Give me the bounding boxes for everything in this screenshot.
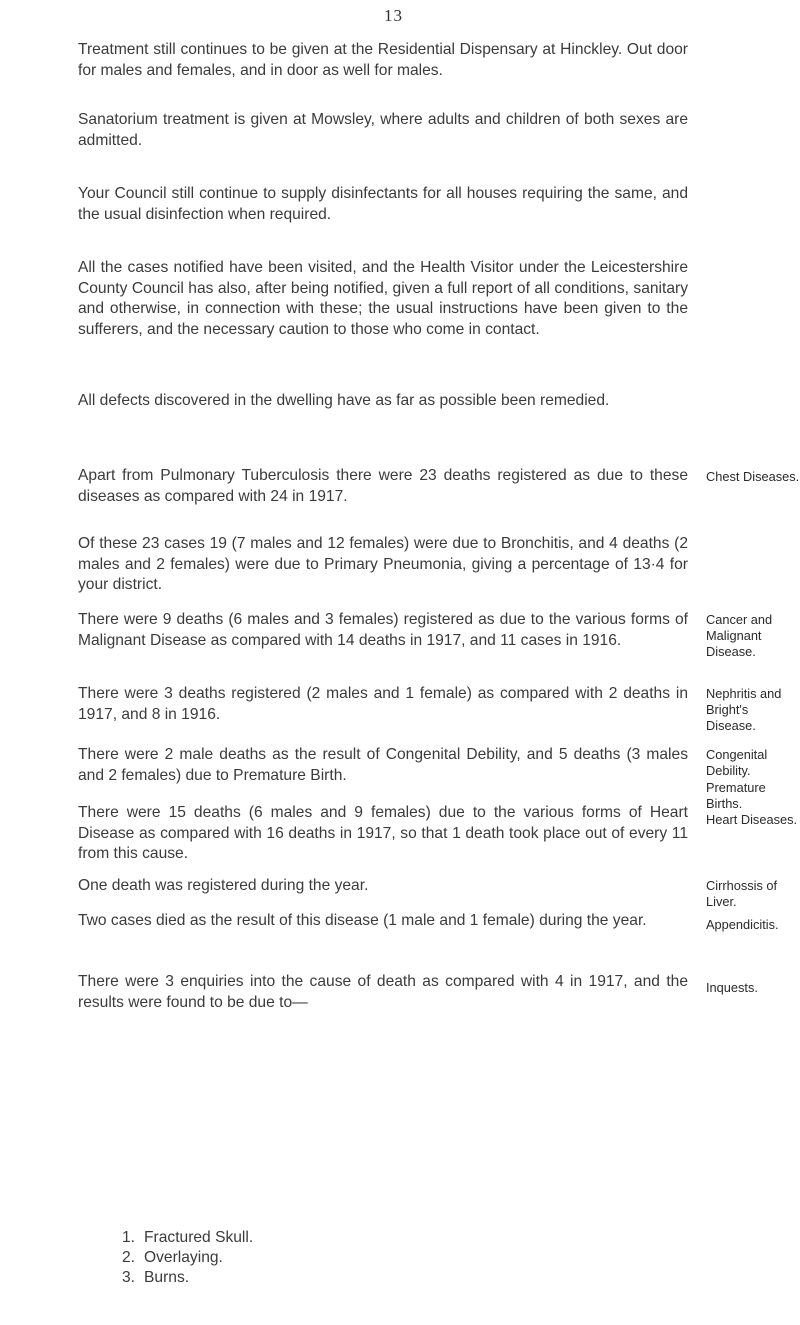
paragraph-sanatorium: Sanatorium treatment is given at Mowsley, where adults and children of both sexes are admitted.	[78, 111, 688, 149]
list-item	[122, 1248, 253, 1268]
list-item	[122, 1228, 253, 1248]
paragraph-nephritis: There were 3 deaths registered (2 males and 1 female) as compared with 2 deaths in 1917, and 8 in 1916.	[78, 685, 688, 723]
list-text: Burns.	[144, 1269, 190, 1286]
paragraph-disinfectants: Your Council still continue to supply disinfectants for all houses requiring the same, and the usual disinfection when required.	[78, 185, 688, 223]
paragraph-bronchitis: Of these 23 cases 19 (7 males and 12 females) were due to Bronchitis, and 4 deaths (2 males and 2 females) were due to Primary Pneumonia, giving a percentage of 13·4 for your district.	[78, 535, 688, 593]
list-item	[122, 1268, 253, 1288]
paragraph-malignant: There were 9 deaths (6 males and 3 females) registered as due to the various forms of Malignant Disease as compared with 14 deaths in 1917, and 11 cases in 1916.	[78, 611, 688, 649]
list-number: 1.	[122, 1229, 136, 1246]
list-text: Fractured Skull.	[144, 1229, 254, 1246]
paragraph-appendicitis: Two cases died as the result of this disease (1 male and 1 female) during the year.	[78, 912, 647, 929]
paragraph-dispensary: Treatment still continues to be given at the Residential Dispensary at Hinckley. Out door for males and females, and in door as well for males.	[78, 41, 688, 79]
margin-note-cancer: Cancer and Malignant Disease.	[706, 612, 773, 659]
inquest-causes-list	[122, 1228, 253, 1288]
page-number: 13	[384, 6, 403, 25]
margin-note-nephritis: Nephritis and Bright's Disease.	[706, 686, 782, 733]
list-number: 3.	[122, 1269, 136, 1286]
list-text: Overlaying.	[144, 1249, 223, 1266]
paragraph-congenital: There were 2 male deaths as the result of Congenital Debility, and 5 deaths (3 males and 2 females) due to Premature Birth.	[78, 746, 688, 784]
paragraph-health-visitor: All the cases notified have been visited, and the Health Visitor under the Leicestershire County Council has also, after being notified, given a full report of all conditions, sanitary and otherwise, in connection with these; the usual instructions have been given to the sufferers, and the necessary caution to those who come in contact.	[78, 259, 688, 338]
margin-note-appendicitis: Appendicitis.	[706, 917, 779, 932]
paragraph-cirrhosis: One death was registered during the year.	[78, 877, 369, 894]
margin-note-congenital: Congenital Debility.	[706, 747, 768, 778]
margin-note-chest: Chest Diseases.	[706, 469, 800, 484]
margin-note-heart: Heart Diseases.	[706, 812, 798, 827]
paragraph-defects: All defects discovered in the dwelling have as far as possible been remedied.	[78, 392, 610, 409]
margin-note-premature: Premature Births.	[706, 780, 766, 811]
paragraph-inquests: There were 3 enquiries into the cause of death as compared with 4 in 1917, and the results were found to be due to—	[78, 973, 688, 1011]
paragraph-heart: There were 15 deaths (6 males and 9 females) due to the various forms of Heart Disease as compared with 16 deaths in 1917, so that 1 death took place out of every 11 from this cause.	[78, 804, 688, 862]
list-number: 2.	[122, 1249, 136, 1266]
paragraph-chest-diseases: Apart from Pulmonary Tuberculosis there were 23 deaths registered as due to these diseases as compared with 24 in 1917.	[78, 467, 688, 505]
margin-note-cirrhosis: Cirrhossis of Liver.	[706, 878, 778, 909]
margin-note-inquests: Inquests.	[706, 980, 758, 995]
